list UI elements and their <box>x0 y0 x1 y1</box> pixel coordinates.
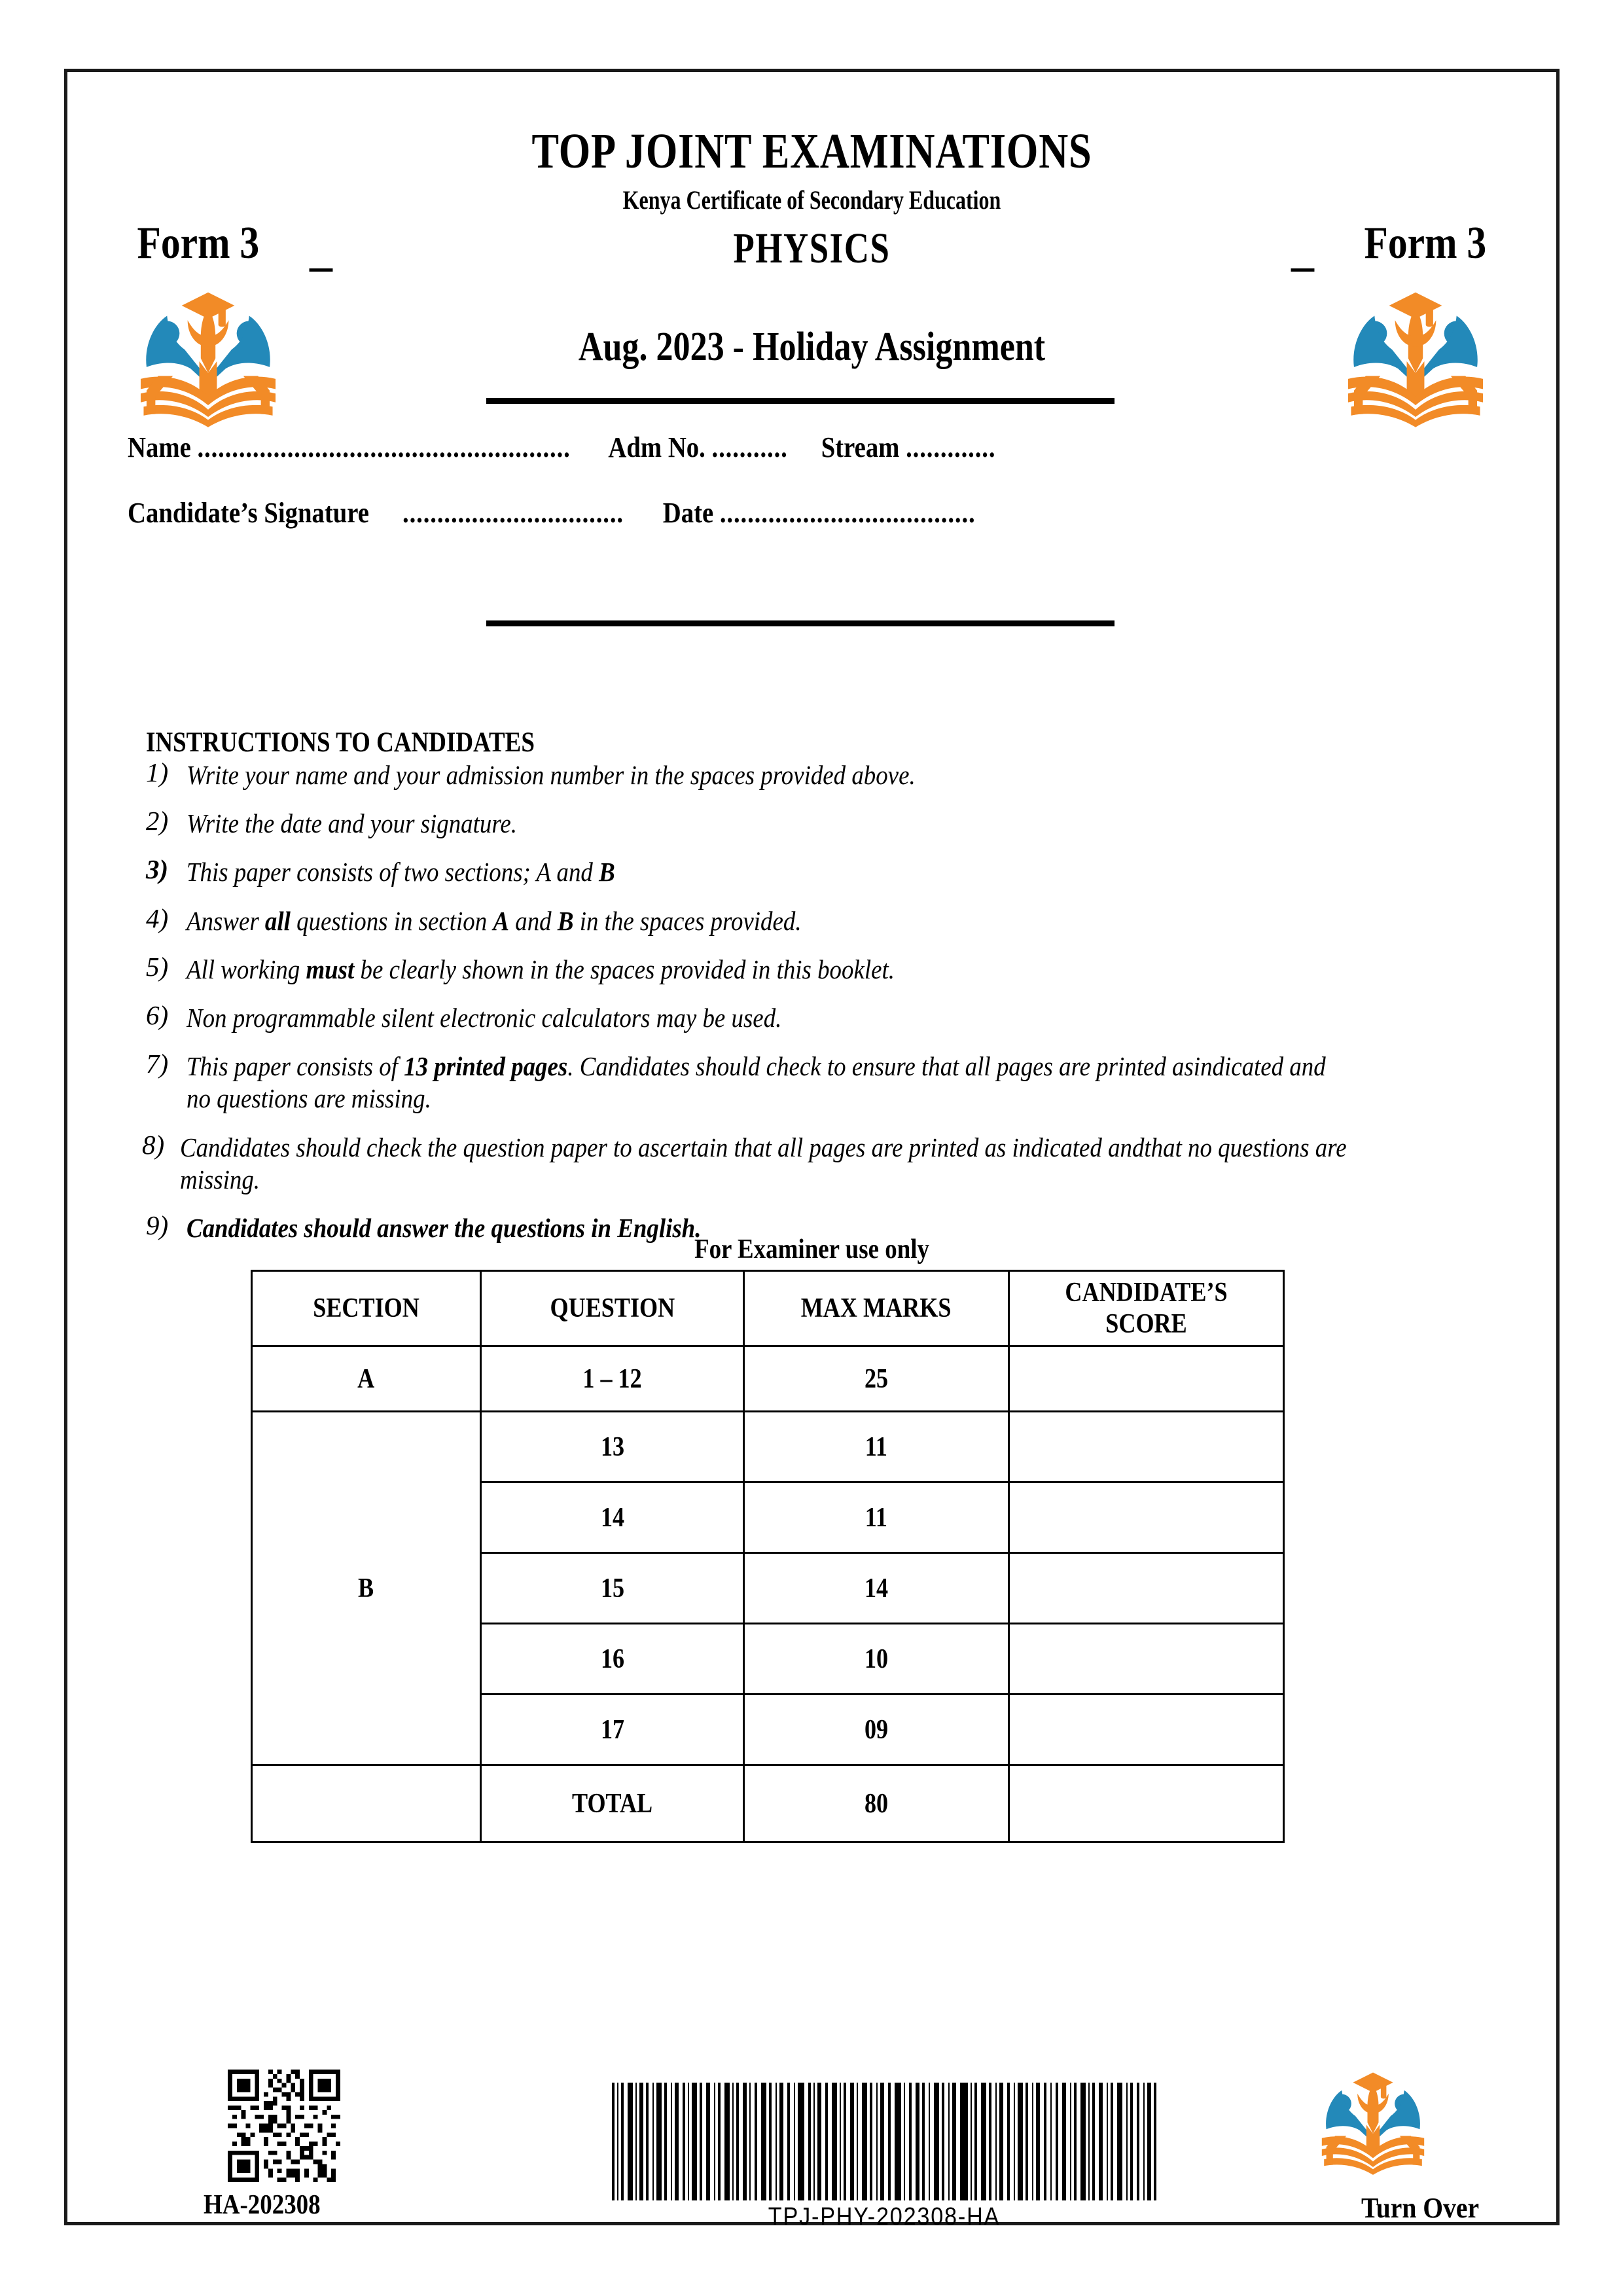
instruction-text: Candidates should check the question paper to ascertain that all pages are printed as indicated andthat no questions are missing. <box>180 1132 1347 1194</box>
stream-input-dots[interactable]: ............. <box>906 431 996 463</box>
instruction-item <box>146 1050 1484 1115</box>
date-input-dots[interactable]: ..................................... <box>719 497 976 529</box>
name-input-dots[interactable]: ...................................................... <box>197 431 571 463</box>
dash-separator-left: – <box>310 241 332 291</box>
instruction-item <box>142 1129 1484 1196</box>
instruction-number: 5) <box>146 951 169 982</box>
table-row-total <box>252 1765 1284 1842</box>
adm-no-input-dots[interactable]: ........... <box>711 431 788 463</box>
table-header-row <box>252 1271 1284 1346</box>
instruction-item <box>146 999 1484 1034</box>
signature-field-row <box>128 496 1339 529</box>
dash-separator-right: – <box>1291 241 1314 291</box>
barcode <box>609 2083 1159 2231</box>
adm-no-label: Adm No. <box>608 431 705 463</box>
instruction-item <box>146 808 1484 840</box>
instruction-number: 8) <box>142 1129 165 1160</box>
instruction-text: Write the date and your signature. <box>187 808 517 839</box>
instruction-text: Non programmable silent electronic calculators may be used. <box>187 1002 782 1033</box>
signature-label: Candidate’s Signature <box>128 497 369 529</box>
form-level-left: Form 3 <box>137 218 260 268</box>
stream-label: Stream <box>821 431 900 463</box>
cell-question: 14 <box>481 1482 744 1553</box>
instruction-text: Answer all questions in section A and B in the spaces provided. <box>187 905 802 936</box>
instruction-text: This paper consists of two sections; A and B <box>187 857 615 888</box>
graduation-book-logo-icon <box>1317 2063 1429 2182</box>
cell-max-marks: 11 <box>744 1412 1009 1482</box>
date-label: Date <box>662 497 714 529</box>
cell-question: 16 <box>481 1624 744 1695</box>
barcode-bars-icon <box>609 2083 1159 2200</box>
cell-question: 1 – 12 <box>481 1346 744 1412</box>
column-header-section: SECTION <box>252 1271 481 1346</box>
table-row <box>252 1412 1284 1482</box>
column-header-max-marks: MAX MARKS <box>744 1271 1009 1346</box>
barcode-text: TPJ-PHY-202308-HA <box>768 2203 1001 2231</box>
page-title: TOP JOINT EXAMINATIONS <box>531 124 1092 179</box>
cell-max-marks: 09 <box>744 1695 1009 1765</box>
instruction-number: 4) <box>146 903 169 933</box>
instruction-number: 9) <box>146 1210 169 1240</box>
cell-score[interactable] <box>1009 1482 1284 1553</box>
instruction-number: 3) <box>146 854 169 885</box>
cell-score[interactable] <box>1009 1412 1284 1482</box>
instruction-number: 1) <box>146 757 169 787</box>
cell-section: A <box>252 1346 481 1412</box>
column-header-question: QUESTION <box>481 1271 744 1346</box>
cell-section: B <box>252 1412 481 1765</box>
examiner-table-caption: For Examiner use only <box>694 1234 930 1265</box>
instruction-item <box>146 951 1484 986</box>
instruction-item <box>146 856 1484 888</box>
instruction-text: Candidates should answer the questions in English. <box>187 1212 702 1243</box>
cell-question: 13 <box>481 1412 744 1482</box>
cell-total-max-marks: 80 <box>744 1765 1009 1842</box>
subject-title: PHYSICS <box>733 224 891 272</box>
header-divider-top <box>486 398 1115 404</box>
turn-over-label: Turn Over <box>1361 2192 1479 2224</box>
instructions-list <box>142 757 1484 1261</box>
cell-max-marks: 10 <box>744 1624 1009 1695</box>
cell-max-marks: 25 <box>744 1346 1009 1412</box>
paper-code-label: HA-202308 <box>204 2190 321 2220</box>
exam-paper-page <box>64 69 1560 2231</box>
instruction-text: All working must be clearly shown in the spaces provided in this booklet. <box>187 954 895 984</box>
cell-total-label: TOTAL <box>481 1765 744 1842</box>
cell-question: 15 <box>481 1553 744 1624</box>
instruction-number: 6) <box>146 999 169 1030</box>
column-header-candidate-score: CANDIDATE’S SCORE <box>1009 1271 1284 1346</box>
name-label: Name <box>128 431 191 463</box>
cell-score[interactable] <box>1009 1553 1284 1624</box>
signature-input-dots[interactable]: ................................ <box>402 497 624 529</box>
cell-question: 17 <box>481 1695 744 1765</box>
instruction-text: This paper consists of 13 printed pages. Candidates should check to ensure that all pages are printed asindicated and no questions are missing. <box>187 1051 1326 1114</box>
cell-score[interactable] <box>1009 1695 1284 1765</box>
cell-score[interactable] <box>1009 1346 1284 1412</box>
examiner-marks-table <box>251 1270 1285 1843</box>
cell-max-marks: 11 <box>744 1482 1009 1553</box>
instructions-heading: INSTRUCTIONS TO CANDIDATES <box>146 727 535 758</box>
cell-section <box>252 1765 481 1842</box>
cell-max-marks: 14 <box>744 1553 1009 1624</box>
instruction-item <box>146 759 1484 791</box>
header-divider-bottom <box>486 620 1115 626</box>
table-row <box>252 1346 1284 1412</box>
instruction-item <box>146 905 1484 937</box>
instruction-text: Write your name and your admission number in the spaces provided above. <box>187 760 916 790</box>
cell-score[interactable] <box>1009 1624 1284 1695</box>
qr-code-icon <box>228 2070 340 2182</box>
form-level-right: Form 3 <box>1364 218 1487 268</box>
assignment-title: Aug. 2023 - Holiday Assignment <box>578 325 1046 369</box>
instruction-number: 2) <box>146 806 169 836</box>
page-subtitle: Kenya Certificate of Secondary Education <box>622 185 1001 215</box>
name-field-row <box>128 431 1339 464</box>
school-logo-footer <box>1317 2063 1429 2182</box>
cell-total-score[interactable] <box>1009 1765 1284 1842</box>
instruction-number: 7) <box>146 1049 169 1079</box>
form-subject-row <box>67 217 1556 289</box>
